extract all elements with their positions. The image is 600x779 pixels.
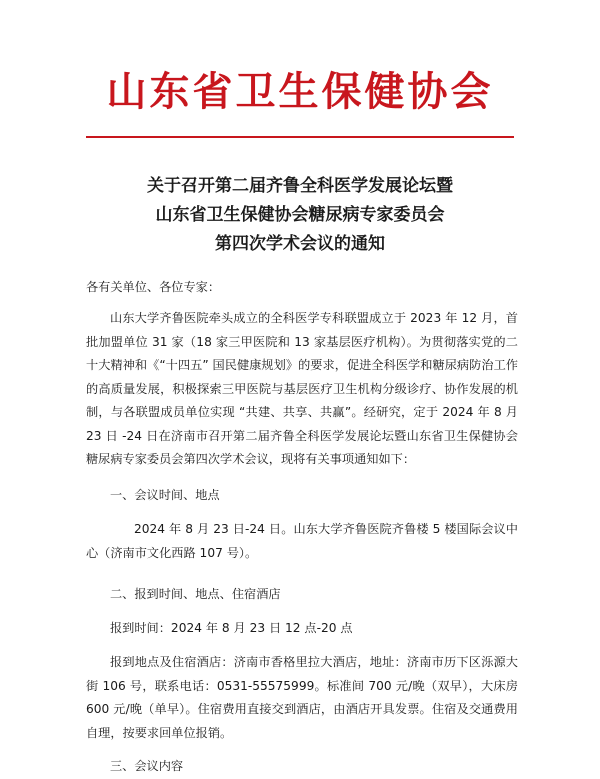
- section-3-heading: 三、会议内容: [110, 759, 184, 773]
- title-line-1: 关于召开第二届齐鲁全科医学发展论坛暨: [147, 176, 453, 196]
- hotel-info: 报到地点及住宿酒店：济南市香格里拉大酒店，地址：济南市历下区泺源大街 106 号，联系电话：0531-55575999。标准间 700 元/晚（双早），大床房 600 元/晚（单早）。住宿费用直接交到酒店，由酒店开具发票。住宿及交通费用自理，按要求回单位报销。: [86, 655, 518, 740]
- organization-header: 山东省卫生保健协会: [106, 68, 494, 115]
- title-line-2: 山东省卫生保健协会糖尿病专家委员会: [155, 205, 445, 225]
- section-1-text: 2024 年 8 月 23 日-24 日。山东大学齐鲁医院齐鲁楼 5 楼国际会议中心（济南市文化西路 107 号）。: [86, 522, 518, 560]
- header-divider: [86, 136, 514, 138]
- title-line-3: 第四次学术会议的通知: [215, 234, 385, 254]
- section-2-heading: 二、报到时间、地点、住宿酒店: [110, 587, 281, 601]
- salutation: 各有关单位、各位专家：: [86, 280, 221, 294]
- notice-title: [0, 172, 600, 259]
- intro-paragraph: 山东大学齐鲁医院牵头成立的全科医学专科联盟成立于 2023 年 12 月，首批加盟单位 31 家（18 家三甲医院和 13 家基层医疗机构）。为贯彻落实党的二十大精神和《“十四五” 国民健康规划》的要求，促进全科医学和糖尿病防治工作的高质量发展，积极探索三甲医院与基层医疗卫生机构分级诊疗、协作发展的机制，与各联盟成员单位实现 “共建、共享、共赢”。经研究，定于 2024 年 8 月 23 日 -24 日在济南市召开第二届齐鲁全科医学发展论坛暨山东省卫生保健协会糖尿病专家委员会第四次学术会议，现将有关事项通知如下：: [86, 311, 518, 466]
- checkin-time: 报到时间：2024 年 8 月 23 日 12 点-20 点: [110, 621, 353, 635]
- section-1-heading: 一、会议时间、地点: [110, 488, 220, 502]
